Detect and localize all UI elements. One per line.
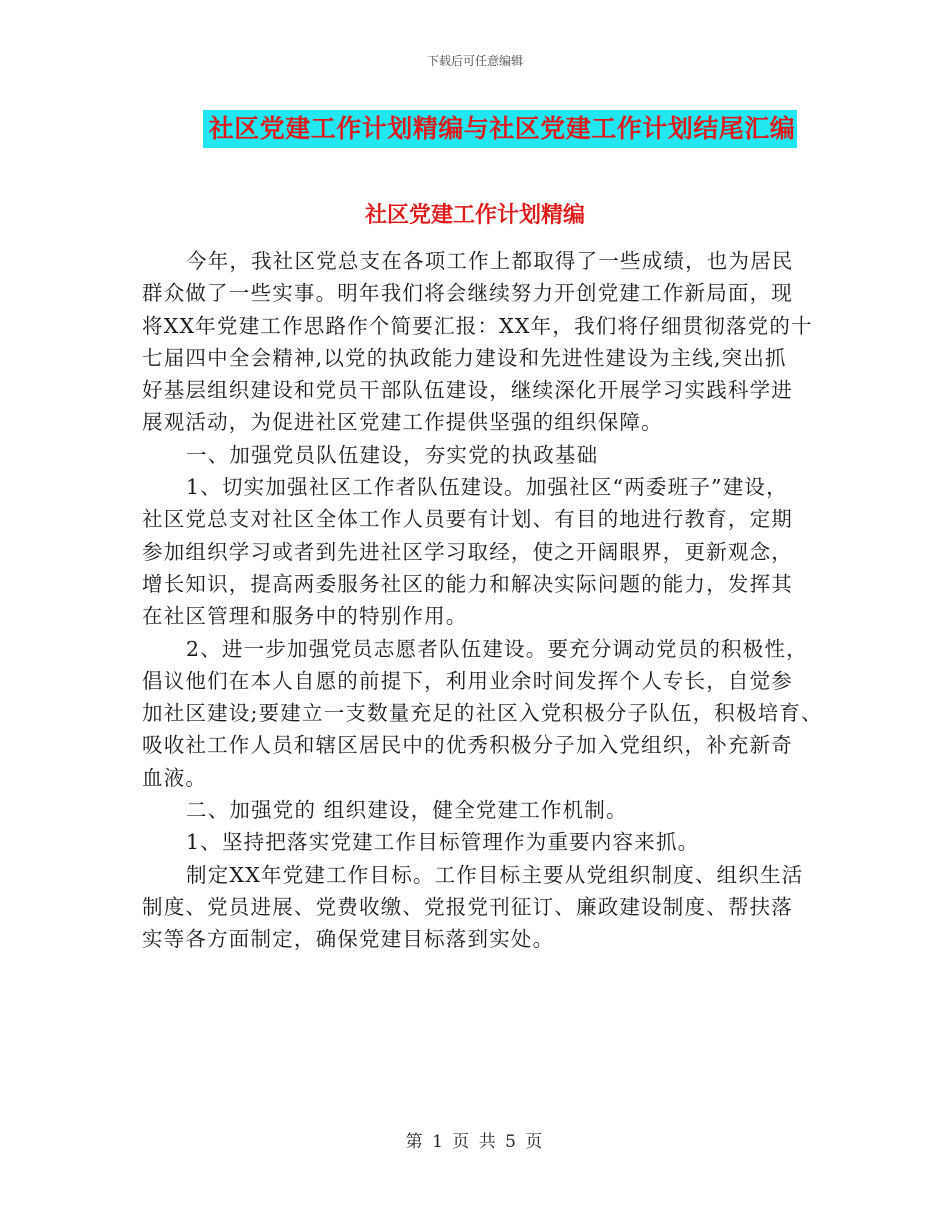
- text-line: 实等各方面制定，确保党建目标落到实处。: [142, 927, 555, 952]
- text-line: 在社区管理和服务中的特别作用。: [142, 604, 468, 629]
- text-line: 二、加强党的 组织建设，健全党建工作机制。: [186, 798, 628, 823]
- text-line: 血液。: [142, 765, 208, 790]
- document-title-container: [0, 110, 950, 148]
- text-line: 好基层组织建设和党员干部队伍建设，继续深化开展学习实践科学进: [142, 378, 793, 403]
- text-line: 2、进一步加强党员志愿者队伍建设。要充分调动党员的积极性，: [186, 636, 808, 661]
- text-line: 吸收社工作人员和辖区居民中的优秀积极分子加入党组织，补充新奇: [142, 733, 793, 758]
- text-line: 加社区建设;要建立一支数量充足的社区入党积极分子队伍，积极培育、: [142, 701, 823, 726]
- text-line: 展观活动，为促进社区党建工作提供坚强的组织保障。: [142, 410, 663, 435]
- text-line: 今年，我社区党总支在各项工作上都取得了一些成绩，也为居民: [186, 249, 794, 273]
- text-line: 增长知识，提高两委服务社区的能力和解决实际问题的能力，发挥其: [142, 571, 793, 596]
- text-line: 1、切实加强社区工作者队伍建设。加强社区“两委班子”建设，: [186, 475, 788, 500]
- text-line: 社区党总支对社区全体工作人员要有计划、有目的地进行教育，定期: [142, 507, 793, 532]
- page-footer: 第 1 页 共 5 页: [405, 1132, 545, 1152]
- document-body: [142, 245, 823, 956]
- text-line: 将XX年党建工作思路作个简要汇报：XX年，我们将仔细贯彻落党的十: [142, 313, 813, 338]
- text-line: 1、坚持把落实党建工作目标管理作为重要内容来抓。: [186, 830, 700, 855]
- text-line: 倡议他们在本人自愿的前提下，利用业余时间发挥个人专长，自觉参: [142, 668, 793, 693]
- text-line: 参加组织学习或者到先进社区学习取经，使之开阔眼界，更新观念，: [142, 539, 793, 564]
- page-header: 下载后可任意编辑: [426, 54, 523, 68]
- text-line: 群众做了一些实事。明年我们将会继续努力开创党建工作新局面，现: [142, 281, 793, 306]
- text-line: 制度、党员进展、党费收缴、党报党刊征订、廉政建设制度、帮扶落: [142, 894, 793, 919]
- text-line: 七届四中全会精神,以党的执政能力建设和先进性建设为主线,突出抓: [142, 345, 787, 370]
- text-line: 制定XX年党建工作目标。工作目标主要从党组织制度、组织生活: [186, 862, 804, 887]
- section-title: 社区党建工作计划精编: [364, 202, 585, 228]
- document-title: 社区党建工作计划精编与社区党建工作计划结尾汇编: [203, 110, 798, 148]
- text-line: 一、加强党员队伍建设，夯实党的执政基础: [186, 442, 599, 467]
